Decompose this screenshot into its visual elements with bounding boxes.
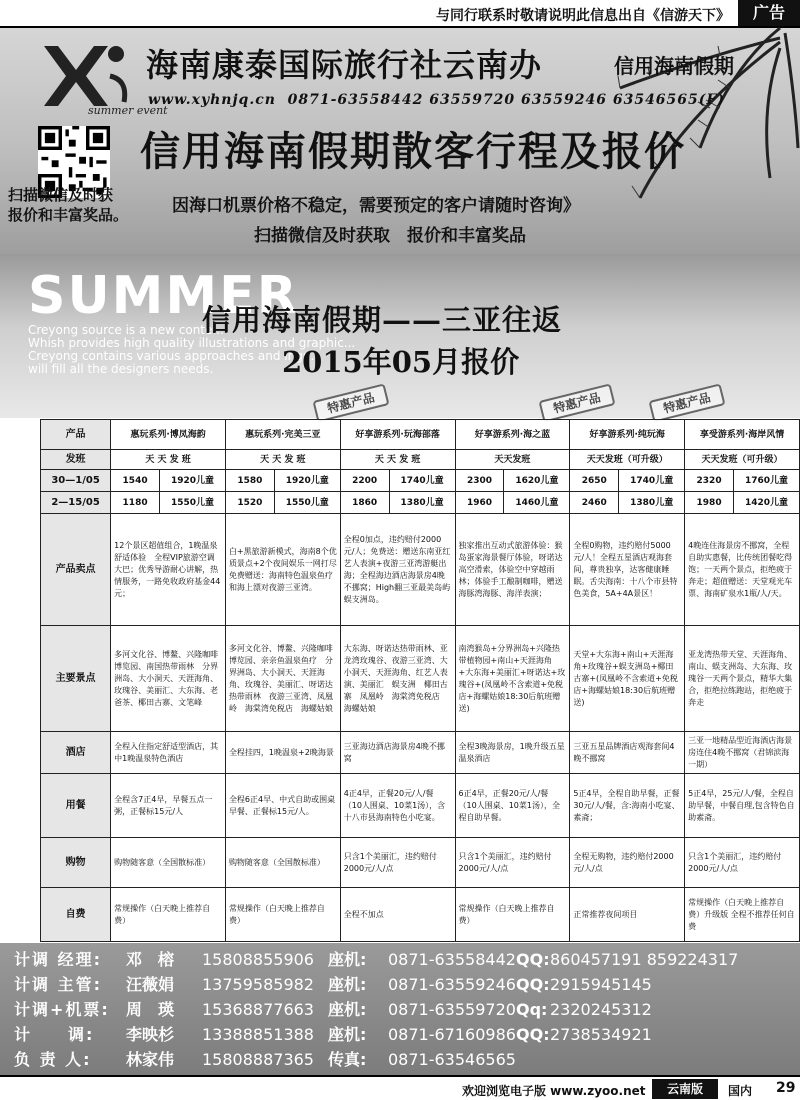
adult-price: 1540 [111, 470, 160, 492]
scan-wechat-center: 扫描微信及时获取 报价和丰富奖品 [254, 226, 526, 246]
row-header: 主要景点 [41, 626, 111, 732]
product-name: 惠玩系列·完美三亚 [225, 420, 340, 450]
selfpay-text: 常规操作（白天晚上推荐自费） [111, 888, 226, 942]
child-price: 1760儿童 [734, 470, 800, 492]
product-row [41, 420, 800, 450]
selfpay-text: 常规操作（白天晚上推荐自费） [455, 888, 570, 942]
section-label: 国内 [728, 1084, 753, 1098]
departure-schedule: 天天发班（可升级） [570, 450, 685, 470]
adult-price: 1860 [340, 492, 389, 514]
page-number: 29 [776, 1080, 796, 1096]
shopping-text: 全程无购物，违约赔付2000元/人/点 [570, 838, 685, 888]
shopping-text: 购物随客意（全国散标准） [111, 838, 226, 888]
product-name: 好享游系列·纯玩海 [570, 420, 685, 450]
summer-copy-line: will fill all the designers needs. [28, 362, 214, 376]
spots-text: 多河文化谷、博鳌、兴隆咖啡博览园、南国热带雨林 分界洲岛、大小洞天、天涯海角、玫瑰谷、美丽汇、大东海、老爸茶、椰田古寨、文笔峰 [111, 626, 226, 732]
selfpay-text: 正常推荐夜间项目 [570, 888, 685, 942]
child-price: 1920儿童 [274, 470, 340, 492]
landline-label: 座机: [328, 950, 367, 969]
meals-text: 4正4早，正餐20元/人/餐（10人围桌、10菜1汤），含十八市县海南特色小吃宴。 [340, 774, 455, 838]
landline-number: 0871-67160986 [388, 1025, 516, 1044]
contact-mobile: 15808855906 [202, 950, 314, 969]
child-price: 1380儿童 [619, 492, 685, 514]
row-header: 自费 [41, 888, 111, 942]
shopping-row [41, 838, 800, 888]
contact-row [14, 947, 738, 971]
ticket-price-notice: 因海口机票价格不稳定，需要预定的客户请随时咨询》 [172, 196, 580, 216]
feature-text: 12个景区超值组合，1晚温泉舒适体验 全程VIP旅游空调大巴；优秀导游耐心讲解，热情服务，一路免收政府基金44元； [111, 514, 226, 626]
landline-number: 0871-63558442 [388, 950, 516, 969]
brand-name: 信用海南假期 [614, 54, 734, 78]
hotel-text: 全程挂四，1晚温泉+2晚海景 [225, 732, 340, 774]
shopping-text: 只含1个美丽汇，违约赔付2000元/人/点 [685, 838, 800, 888]
price-row [41, 492, 800, 514]
contact-mobile: 15368877663 [202, 1000, 314, 1019]
meals-text: 5正4早，全程自助早餐，正餐30元/人/餐，含:海南小吃宴、素斋； [570, 774, 685, 838]
row-header: 购物 [41, 838, 111, 888]
adult-price: 1180 [111, 492, 160, 514]
adult-price: 2320 [685, 470, 734, 492]
adult-price: 2300 [455, 470, 504, 492]
adult-price: 1580 [225, 470, 274, 492]
qq-number: 860457191 859224317 [550, 950, 739, 969]
contact-row [14, 1047, 516, 1071]
selfpay-row [41, 888, 800, 942]
selfpay-text: 全程不加点 [340, 888, 455, 942]
contact-mobile: 13759585982 [202, 975, 314, 994]
meals-text: 6正4早，正餐20元/人/餐（10人围桌、10菜1汤），全程自助早餐。 [455, 774, 570, 838]
child-price: 1740儿童 [619, 470, 685, 492]
page-footer [0, 1075, 800, 1100]
price-row [41, 470, 800, 492]
shopping-text: 购物随客意（全国散标准） [225, 838, 340, 888]
feature-text: 4晚连住海景房不挪窝，全程自助实惠餐，比传统团餐吃得饱；一天两个景点，拒绝疲于奔走；超值赠送：天堂观光车票、海南矿泉水1瓶/人/天。 [685, 514, 800, 626]
adult-price: 2650 [570, 470, 619, 492]
special-offer-stamp: 特惠产品 [538, 383, 615, 422]
spots-text: 南湾猴岛+分界洲岛+兴隆热带植物园+南山+天涯海角+大东海+美丽汇+呀诺达+玫瑰谷+(凤凰岭不含索道+免税店+海螺姑娘18:30后航班赠送) [455, 626, 570, 732]
hotel-text: 全程入住指定舒适型酒店，其中1晚温泉特色酒店 [111, 732, 226, 774]
contact-name: 汪薇娟 [126, 975, 175, 994]
contact-name: 林家伟 [126, 1050, 175, 1069]
hotel-text: 三亚海边酒店海景房4晚不挪窝 [340, 732, 455, 774]
qq-label: QQ: [516, 950, 550, 969]
product-name: 惠玩系列·博凤海韵 [111, 420, 226, 450]
adult-price: 1520 [225, 492, 274, 514]
summer-wordmark: SUMMER [28, 266, 299, 326]
row-header: 发班 [41, 450, 111, 470]
qq-number: 2320245312 [550, 1000, 652, 1019]
selfpay-text: 常规操作（白天晚上推荐自费） [225, 888, 340, 942]
contact-role: 计 调: [14, 1025, 95, 1044]
qq-number: 2738534921 [550, 1025, 652, 1044]
price-table [40, 419, 800, 942]
meals-row [41, 774, 800, 838]
feature-text: 独家推出互动式旅游体验：猴岛蛋家海景餐厅体验，呀诺达高空滑索，体验空中穿越雨林；体验手工酿制咖啡，赠送海豚湾海豚、海洋表演； [455, 514, 570, 626]
hotel-text: 三亚一地精品型近海酒店海景房连住4晚不挪窝（君锦滨海一期） [685, 732, 800, 774]
summer-copy-line: Whish provides high quality illustrations and graphic... [28, 336, 356, 350]
summer-copy-line: Creyong contains various approaches and ingr... [28, 349, 319, 363]
adult-price: 2200 [340, 470, 389, 492]
departure-schedule: 天天发班（可升级） [685, 450, 800, 470]
row-header: 酒店 [41, 732, 111, 774]
scan-left-line-2: 报价和丰富奖品。 [8, 206, 129, 224]
shopping-text: 只含1个美丽汇，违约赔付2000元/人/点 [455, 838, 570, 888]
product-name: 享受游系列·海岸风情 [685, 420, 800, 450]
contact-panel [0, 943, 800, 1075]
contact-name: 邓 榕 [126, 950, 175, 969]
spots-row [41, 626, 800, 732]
features-row [41, 514, 800, 626]
landline-number: 0871-63559246 [388, 975, 516, 994]
product-name: 好享游系列·玩海部落 [340, 420, 455, 450]
date-range: 30—1/05 [41, 470, 111, 492]
company-logo [36, 36, 132, 114]
row-header: 产品卖点 [41, 514, 111, 626]
main-title: 信用海南假期散客行程及报价 [140, 128, 686, 175]
qq-label: QQ: [516, 975, 550, 994]
spots-text: 多河文化谷、博鳌、兴隆咖啡博览园、亲亲鱼温泉鱼疗 分界洲岛、大小洞天、天涯海角、玫瑰谷、美丽汇、呀诺达热带雨林 夜游三亚湾、凤凰岭 海棠湾免税店 海螺姑娘 [225, 626, 340, 732]
feature-text: 全程0加点，违约赔付2000元/人；免费送：赠送东南亚红艺人表演+夜游三亚湾游艇出海；全程海边酒店海景房4晚不挪窝；High翻三亚最美岛屿蜈支洲岛。 [340, 514, 455, 626]
summer-copy-line: Creyong source is a new conte... [28, 323, 224, 337]
child-price: 1460儿童 [504, 492, 570, 514]
row-header: 用餐 [41, 774, 111, 838]
departure-schedule: 天 天 发 班 [340, 450, 455, 470]
hotel-row [41, 732, 800, 774]
child-price: 1420儿童 [734, 492, 800, 514]
qq-label: QQ: [516, 1025, 550, 1044]
meals-text: 全程6正4早、中式自助或围桌早餐、正餐标15元/人。 [225, 774, 340, 838]
price-date: 2015年05月报价 [282, 345, 520, 379]
qq-number: 2915945145 [550, 975, 652, 994]
selfpay-text: 常规操作（白天晚上推荐自费）升级版 全程不推荐任何自费 [685, 888, 800, 942]
date-range: 2—15/05 [41, 492, 111, 514]
meals-text: 全程含7正4早，早餐五点一粥，正餐标15元/人 [111, 774, 226, 838]
header-band [0, 28, 800, 254]
landline-label: 座机: [328, 975, 367, 994]
contact-role: 计调 经理: [14, 950, 102, 969]
feature-text: 白+黑旅游新模式，海南8个优质景点+2个夜间娱乐一网打尽 免费赠送：海南特色温泉鱼疗和海上漂对夜游三亚湾。 [225, 514, 340, 626]
child-price: 1550儿童 [160, 492, 226, 514]
child-price: 1380儿童 [389, 492, 455, 514]
contact-row [14, 997, 652, 1021]
spots-text: 天堂+大东海+南山+天涯海角+玫瑰谷+蜈支洲岛+椰田古寨+(凤凰岭不含索道+免税店+海螺姑娘18:30后航班赠送) [570, 626, 685, 732]
website: www.xyhnjq.cn [148, 92, 276, 108]
departure-schedule: 天 天 发 班 [111, 450, 226, 470]
shopping-text: 只含1个美丽汇，违约赔付2000元/人/点 [340, 838, 455, 888]
special-offer-stamp: 特惠产品 [312, 383, 389, 422]
landline-number: 0871-63559720 [388, 1000, 516, 1019]
hotel-text: 全程3晚海景房，1晚升级五星温泉酒店 [455, 732, 570, 774]
header-phones: 0871-63558442 63559720 63559246 63546565(F) [287, 92, 725, 108]
route-title: 信用海南假期——三亚往返 [202, 303, 563, 337]
contact-mobile: 13388851388 [202, 1025, 314, 1044]
departure-schedule: 天天发班 [455, 450, 570, 470]
source-notice: 与同行联系时敬请说明此信息出自《信游天下》 [436, 8, 730, 24]
spots-text: 大东海、呀诺达热带雨林、亚龙湾玫瑰谷、夜游三亚湾、大小洞天、天涯海角、红艺人表演、美丽汇 蜈支洲 椰田古寨 凤凰岭 海棠湾免税店 海螺姑娘 [340, 626, 455, 732]
website-phone-line [148, 92, 725, 108]
scan-left-line-1: 扫描微信及时获 [8, 186, 114, 204]
contact-row [14, 1022, 652, 1046]
ad-tag: 广告 [738, 0, 800, 26]
edition-tag: 云南版 [652, 1079, 718, 1099]
special-offer-stamp: 特惠产品 [648, 383, 725, 422]
fax-label: 传真: [328, 1050, 367, 1069]
ebook-link[interactable]: 欢迎浏览电子版 www.zyoo.net [462, 1084, 646, 1098]
contact-role: 计调+机票: [14, 1000, 110, 1019]
contact-role: 计调 主管: [14, 975, 102, 994]
adult-price: 1960 [455, 492, 504, 514]
meals-text: 5正4早，25元/人/餐，全程自助早餐，中餐自理,包含特色自助素斋。 [685, 774, 800, 838]
departure-schedule: 天 天 发 班 [225, 450, 340, 470]
landline-label: 座机: [328, 1025, 367, 1044]
logo-subtitle: summer event [88, 104, 168, 117]
fax-number: 0871-63546565 [388, 1050, 516, 1069]
landline-label: 座机: [328, 1000, 367, 1019]
contact-role: 负 责 人: [14, 1050, 92, 1069]
qq-label: Qq: [516, 1000, 548, 1019]
spots-text: 亚龙湾热带天堂、天涯海角、南山、蜈支洲岛、大东海、玫瑰谷一天两个景点，精华大集合，拒绝拉练跑站，拒绝疲于奔走 [685, 626, 800, 732]
scan-wechat-left [8, 185, 128, 225]
contact-name: 周 瑛 [126, 1000, 175, 1019]
hotel-text: 三亚五星品牌酒店观海套间4晚不挪窝 [570, 732, 685, 774]
adult-price: 2460 [570, 492, 619, 514]
row-header: 产品 [41, 420, 111, 450]
contact-row [14, 972, 652, 996]
child-price: 1550儿童 [274, 492, 340, 514]
feature-text: 全程0购物，违约赔付5000元/人！全程五星酒店观海套间，尊贵独享，达客健康睡眠。舌尖海南：十八个市县特色美食，5A+4A景区！ [570, 514, 685, 626]
child-price: 1740儿童 [389, 470, 455, 492]
contact-name: 李映杉 [126, 1025, 175, 1044]
company-name: 海南康泰国际旅行社云南办 [146, 46, 543, 84]
child-price: 1620儿童 [504, 470, 570, 492]
adult-price: 1980 [685, 492, 734, 514]
departure-row [41, 450, 800, 470]
child-price: 1920儿童 [160, 470, 226, 492]
product-name: 好享游系列·海之蓝 [455, 420, 570, 450]
top-strip [0, 0, 800, 28]
contact-mobile: 15808887365 [202, 1050, 314, 1069]
